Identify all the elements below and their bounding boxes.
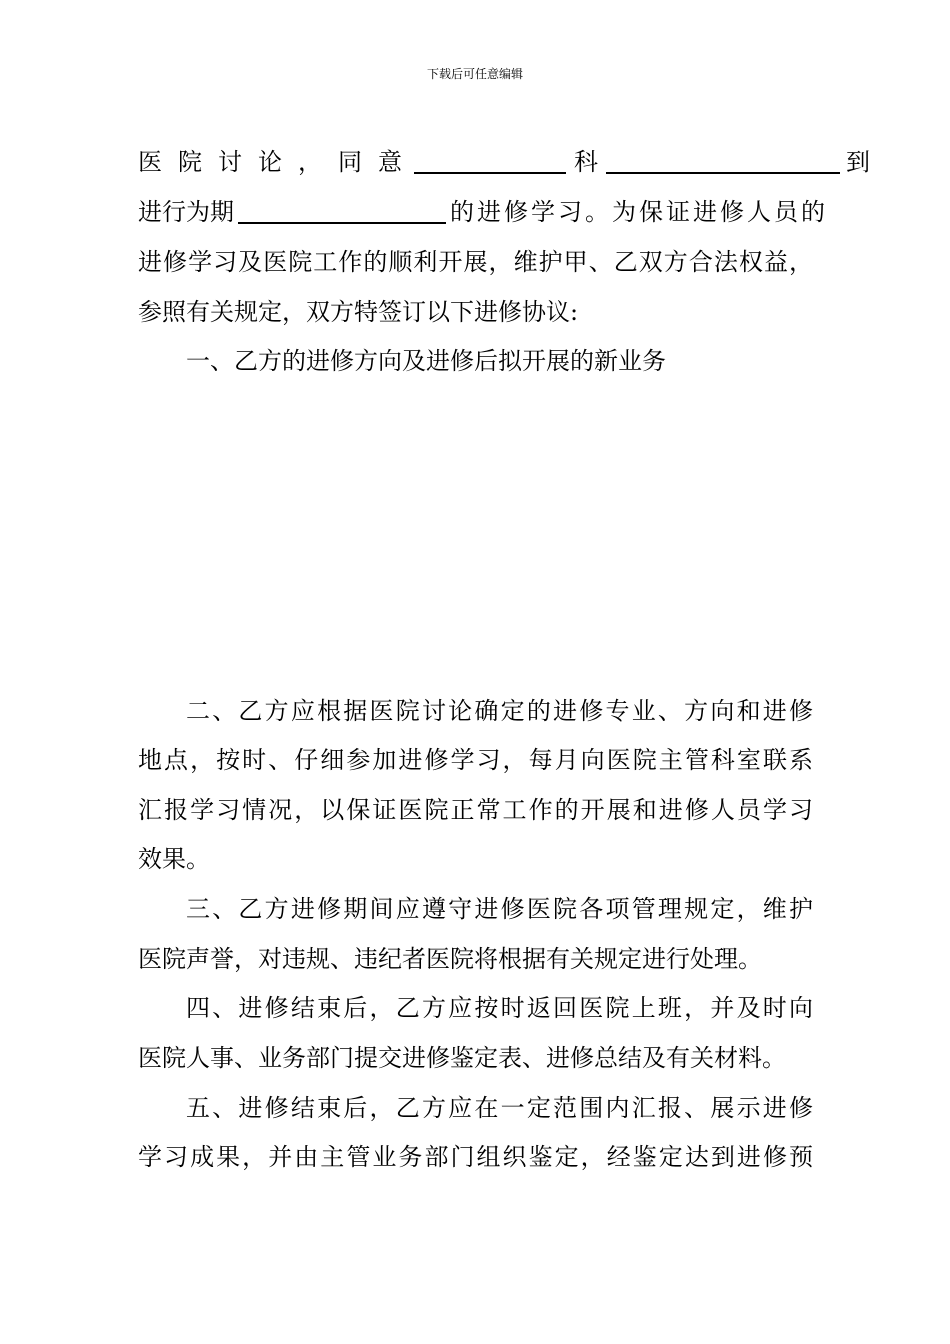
section3-line: 医院声誉，对违规、违纪者医院将根据有关规定进行处理。 <box>138 945 762 973</box>
section5-line: 五、进修结束后，乙方应在一定范围内汇报、展示进修 <box>186 1094 813 1122</box>
section2-line: 二、乙方应根据医院讨论确定的进修专业、方向和进修 <box>186 697 813 725</box>
section2-line: 汇报学习情况，以保证医院正常工作的开展和进修人员学习 <box>138 796 813 824</box>
section1-heading: 一、乙方的进修方向及进修后拟开展的新业务 <box>186 347 666 375</box>
para0-line4: 参照有关规定，双方特签订以下进修协议: <box>138 298 579 326</box>
section4-line: 四、进修结束后，乙方应按时返回医院上班，并及时向 <box>186 994 813 1022</box>
para0-line1-text-b: 科 <box>574 148 598 176</box>
section5-line: 学习成果，并由主管业务部门组织鉴定，经鉴定达到进修预 <box>138 1143 813 1171</box>
para0-line3: 进修学习及医院工作的顺利开展，维护甲、乙双方合法权益， <box>138 248 813 276</box>
blank-field-duration[interactable] <box>238 198 446 224</box>
para0-line2-text-a: 进行为期 <box>138 198 234 226</box>
blank-field-hospital[interactable] <box>606 148 840 174</box>
section2-line: 效果。 <box>138 845 210 873</box>
blank-field-department[interactable] <box>414 148 566 174</box>
para0-line1-text-c: 到 <box>846 148 870 176</box>
para0-line2-text-b: 的进修学习。为保证进修人员的 <box>450 198 828 226</box>
para0-line1-text-a: 医院讨论，同意 <box>138 148 418 176</box>
section4-line: 医院人事、业务部门提交进修鉴定表、进修总结及有关材料。 <box>138 1044 786 1072</box>
section3-line: 三、乙方进修期间应遵守进修医院各项管理规定，维护 <box>186 895 813 923</box>
para0-line2 <box>138 195 828 229</box>
section2-line: 地点，按时、仔细参加进修学习，每月向医院主管科室联系 <box>138 746 813 774</box>
page-header: 下载后可任意编辑 <box>426 67 523 81</box>
para0-line1 <box>138 145 870 179</box>
